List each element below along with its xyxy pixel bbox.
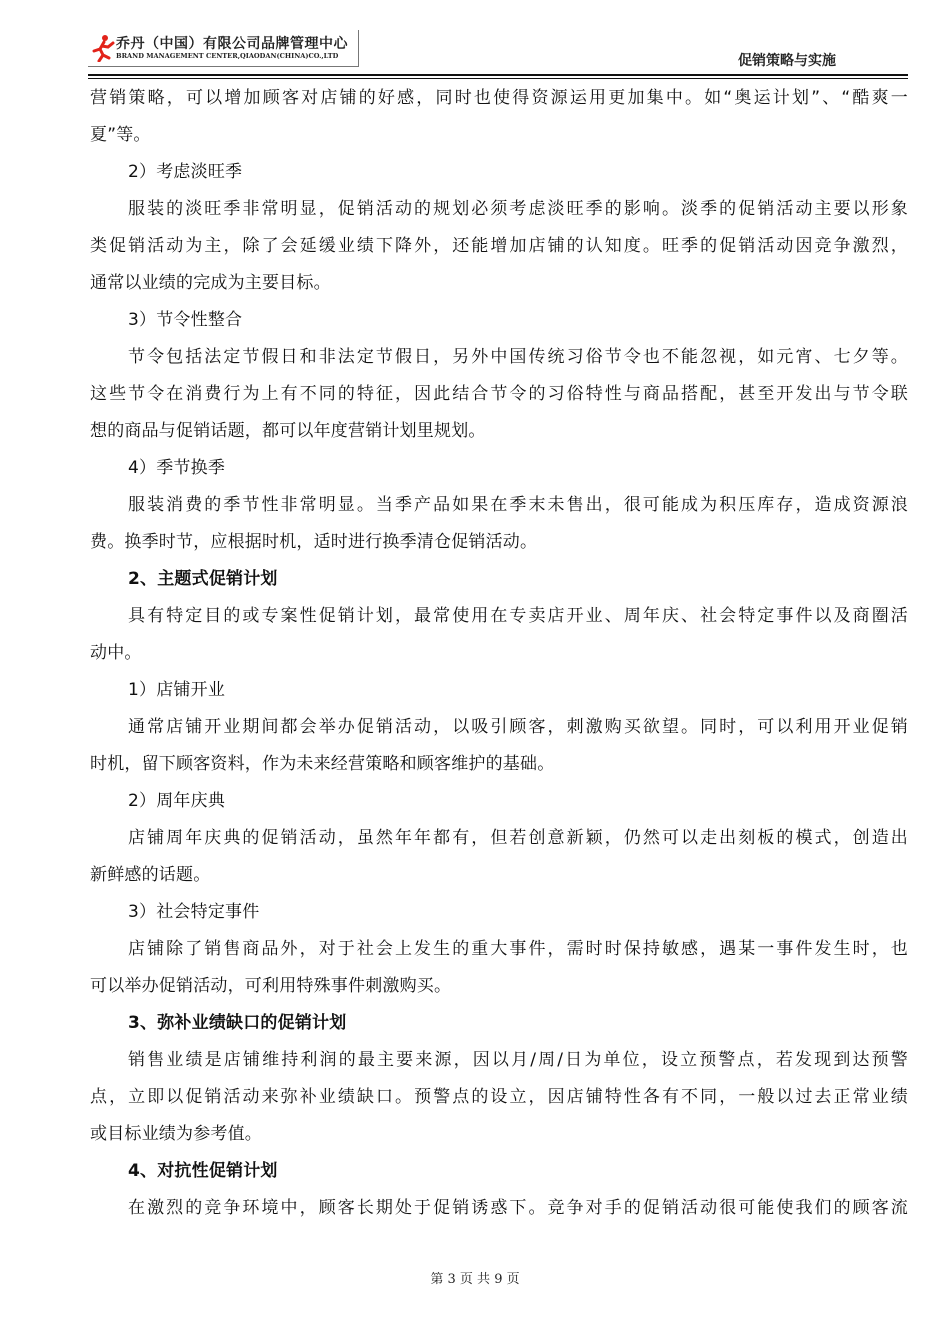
subheading: 4）季节换季 [128, 458, 226, 478]
paragraph-line: 通常店铺开业期间都会举办促销活动，以吸引顾客，刺激购买欲望。同时，可以利用开业促销 [128, 717, 908, 737]
section-heading: 4、对抗性促销计划 [128, 1161, 278, 1181]
header-rule [88, 74, 908, 76]
paragraph-line: 动中。 [90, 643, 142, 663]
subheading: 3）节令性整合 [128, 310, 243, 330]
paragraph-line: 服装的淡旺季非常明显，促销活动的规划必须考虑淡旺季的影响。淡季的促销活动主要以形象 [128, 199, 908, 219]
page-header [88, 30, 908, 78]
paragraph-line: 点，立即以促销活动来弥补业绩缺口。预警点的设立，因店铺特性各有不同，一般以过去正常业绩 [90, 1087, 908, 1107]
document-section-title: 促销策略与实施 [738, 53, 836, 69]
paragraph-line: 具有特定目的或专案性促销计划，最常使用在专卖店开业、周年庆、社会特定事件以及商圈活 [128, 606, 908, 626]
paragraph-line: 新鲜感的话题。 [90, 865, 211, 885]
subheading: 2）周年庆典 [128, 791, 226, 811]
paragraph-line: 想的商品与促销话题，都可以年度营销计划里规划。 [90, 421, 486, 441]
paragraph-line: 或目标业绩为参考值。 [90, 1124, 262, 1144]
company-name-cn: 乔丹（中国）有限公司品牌管理中心 [116, 36, 348, 52]
paragraph-line: 营销策略，可以增加顾客对店铺的好感，同时也使得资源运用更加集中。如“奥运计划”、“酷爽一 [90, 88, 908, 108]
page-number-footer: 第 3 页 共 9 页 [430, 1272, 520, 1287]
company-name-en: BRAND MANAGEMENT CENTER,QIAODAN(CHINA)CO.,LTD [116, 52, 339, 60]
paragraph-line: 在激烈的竞争环境中，顾客长期处于促销诱惑下。竞争对手的促销活动很可能使我们的顾客流 [128, 1198, 908, 1218]
section-heading: 3、弥补业绩缺口的促销计划 [128, 1013, 347, 1033]
paragraph-line: 销售业绩是店铺维持利润的最主要来源，因以月/周/日为单位，设立预警点，若发现到达预警 [128, 1050, 908, 1070]
paragraph-line: 服装消费的季节性非常明显。当季产品如果在季末未售出，很可能成为积压库存，造成资源浪 [128, 495, 908, 515]
paragraph-line: 店铺周年庆典的促销活动，虽然年年都有，但若创意新颖，仍然可以走出刻板的模式，创造出 [128, 828, 908, 848]
paragraph-line: 费。换季时节，应根据时机，适时进行换季清仓促销活动。 [90, 532, 538, 552]
paragraph-line: 店铺除了销售商品外，对于社会上发生的重大事件，需时时保持敏感，遇某一事件发生时，也 [128, 939, 908, 959]
paragraph-line: 节令包括法定节假日和非法定节假日，另外中国传统习俗节令也不能忽视，如元宵、七夕等。 [128, 347, 908, 367]
subheading: 1）店铺开业 [128, 680, 226, 700]
paragraph-line: 这些节令在消费行为上有不同的特征，因此结合节令的习俗特性与商品搭配，甚至开发出与节令联 [90, 384, 908, 404]
logo-block [88, 30, 359, 67]
subheading: 3）社会特定事件 [128, 902, 260, 922]
paragraph-line: 通常以业绩的完成为主要目标。 [90, 273, 331, 293]
paragraph-line: 时机，留下顾客资料，作为未来经营策略和顾客维护的基础。 [90, 754, 555, 774]
paragraph-line: 类促销活动为主，除了会延缓业绩下降外，还能增加店铺的认知度。旺季的促销活动因竞争激烈， [90, 236, 908, 256]
subheading: 2）考虑淡旺季 [128, 162, 243, 182]
paragraph-line: 可以举办促销活动，可利用特殊事件刺激购买。 [90, 976, 452, 996]
section-heading: 2、主题式促销计划 [128, 569, 278, 589]
paragraph-line: 夏”等。 [90, 125, 151, 145]
header-rule-thin [88, 78, 908, 79]
jordan-runner-logo-icon [90, 34, 116, 62]
